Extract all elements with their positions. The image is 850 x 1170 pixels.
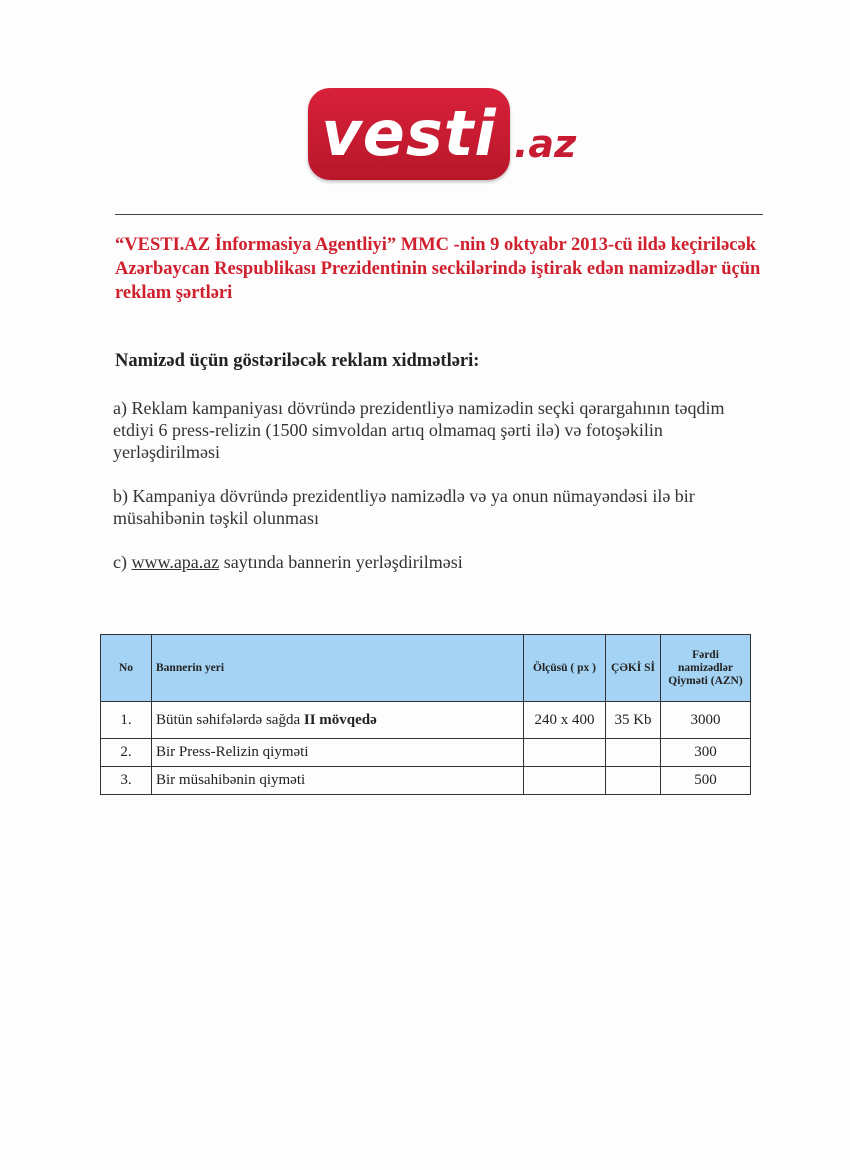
document-title: “VESTI.AZ İnformasiya Agentliyi” MMC -nin 9 oktyabr 2013-cü ildə keçiriləcək Azərbaycan Respublikası Prezidentinin seckilərində iştirak edən namizədlər üçün reklam şərtləri (115, 235, 761, 303)
header-no: No (101, 635, 152, 702)
row-weight (606, 739, 661, 767)
row-no: 2. (101, 739, 152, 767)
logo-suffix: .az (514, 122, 577, 166)
row-place: Bir Press-Relizin qiyməti (152, 739, 524, 767)
row-weight: 35 Kb (606, 702, 661, 739)
header-place: Bannerin yeri (152, 635, 524, 702)
service-item-c-suffix: saytında bannerin yerləşdirilməsi (219, 552, 463, 572)
service-item-a: a) Reklam kampaniyası dövründə prezidentliyə namizədin seçki qərargahının təqdim etdiyi 6 press-relizin (1500 simvoldan artıq olmamaq şərti ilə) və fotoşəkilin yerləşdirilməsi (113, 398, 725, 462)
row-place: Bir müsahibənin qiyməti (152, 767, 524, 795)
row-weight (606, 767, 661, 795)
row-place-bold: II mövqedə (303, 711, 377, 728)
service-item-c-prefix: c) (113, 552, 132, 572)
header-size: Ölçüsü ( px ) (524, 635, 606, 702)
row-price: 3000 (661, 702, 751, 739)
service-item-c (113, 551, 763, 573)
row-size (524, 739, 606, 767)
logo-main: vesti (308, 88, 510, 180)
header-price: Fərdi namizədlər Qiyməti (AZN) (661, 635, 751, 702)
services-heading: Namizəd üçün göstəriləcək reklam xidmətləri: (115, 351, 480, 371)
header-divider (115, 214, 763, 215)
row-size: 240 x 400 (524, 702, 606, 739)
table-header-row (101, 635, 751, 702)
vesti-logo (308, 88, 576, 180)
service-item-b: b) Kampaniya dövründə prezidentliyə namizədlə və ya onun nümayəndəsi ilə bir müsahibənin təşkil olunması (113, 486, 695, 528)
apa-az-link[interactable]: www.apa.az (131, 552, 220, 572)
row-size (524, 767, 606, 795)
table-row (101, 767, 751, 795)
row-no: 1. (101, 702, 152, 739)
row-place (152, 702, 524, 739)
row-place-text: Bütün səhifələrdə sağda (156, 711, 304, 728)
table-row (101, 702, 751, 739)
banner-pricing-table (100, 634, 751, 795)
header-weight: ÇƏKİ Sİ (606, 635, 661, 702)
row-price: 500 (661, 767, 751, 795)
row-price: 300 (661, 739, 751, 767)
table-row (101, 739, 751, 767)
row-no: 3. (101, 767, 152, 795)
